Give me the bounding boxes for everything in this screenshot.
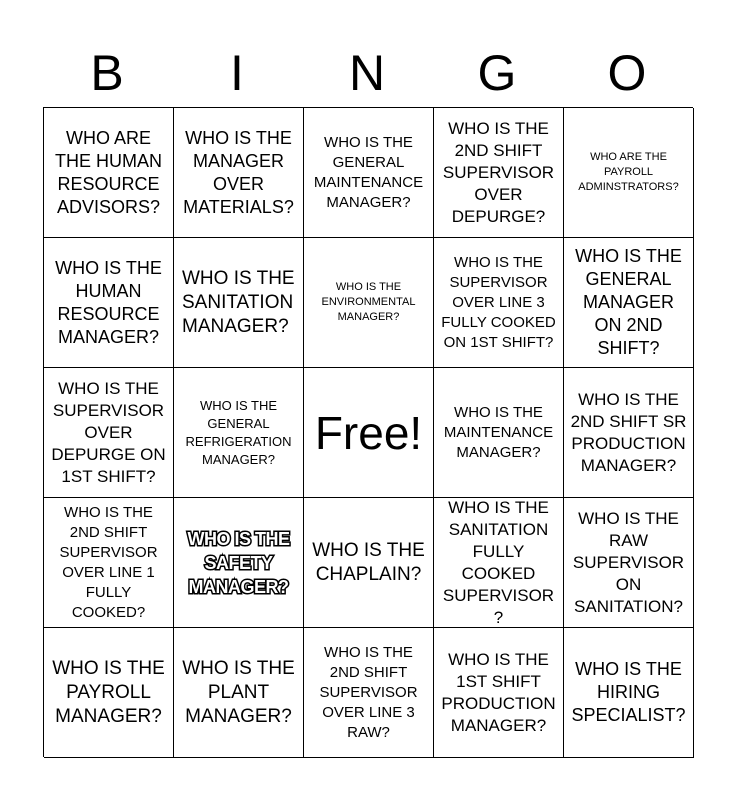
cell-text: WHO IS THE HIRING SPECIALIST? (571, 659, 686, 725)
bingo-cell[interactable] (174, 368, 304, 498)
bingo-cell[interactable] (434, 628, 564, 758)
bingo-cell[interactable] (44, 628, 174, 758)
bingo-cell[interactable] (174, 498, 304, 628)
cell-text: WHO ARE THE PAYROLL ADMINSTRATORS? (578, 151, 679, 193)
bingo-cell[interactable] (44, 238, 174, 368)
bingo-cell[interactable] (174, 628, 304, 758)
bingo-cell[interactable] (564, 108, 694, 238)
cell-text: WHO IS THE SANITATION FULLY COOKED SUPERVISOR? (442, 498, 555, 627)
cell-text: WHO IS THE 2ND SHIFT SUPERVISOR OVER LINE 1 FULLY COOKED? (59, 503, 158, 621)
bingo-cell[interactable] (304, 238, 434, 368)
cell-text: WHO IS THE SUPERVISOR OVER DEPURGE ON 1ST SHIFT? (51, 378, 166, 486)
bingo-cell[interactable] (174, 108, 304, 238)
cell-text: WHO IS THE MANAGER OVER MATERIALS? (183, 127, 294, 217)
cell-text: WHO IS THE 2ND SHIFT SUPERVISOR OVER DEPURGE? (442, 118, 555, 226)
bingo-cell[interactable] (564, 238, 694, 368)
bingo-grid (43, 107, 693, 757)
cell-text: WHO IS THE GENERAL MANAGER ON 2ND SHIFT? (575, 246, 682, 358)
cell-text: WHO IS THE 2ND SHIFT SUPERVISOR OVER LINE 3 RAW? (319, 643, 418, 741)
bingo-cell[interactable] (44, 498, 174, 628)
cell-text: WHO IS THE 2ND SHIFT SR PRODUCTION MANAGER? (570, 389, 687, 475)
cell-text: WHO IS THE PLANT MANAGER? (182, 657, 295, 727)
bingo-cell[interactable] (304, 108, 434, 238)
cell-text: WHO IS THE SANITATION MANAGER? (182, 267, 295, 337)
cell-text: WHO IS THE 1ST SHIFT PRODUCTION MANAGER? (441, 649, 556, 735)
bingo-cell[interactable] (304, 498, 434, 628)
bingo-cell[interactable] (564, 628, 694, 758)
header-letter-o: O (607, 45, 649, 101)
bingo-header (43, 40, 693, 106)
cell-text: WHO IS THE CHAPLAIN? (312, 539, 425, 585)
header-letter-g: G (477, 45, 519, 101)
bingo-cell[interactable] (304, 628, 434, 758)
cell-text: WHO IS THE GENERAL MAINTENANCE MANAGER? (313, 133, 424, 211)
cell-text: WHO IS THE GENERAL REFRIGERATION MANAGER? (185, 397, 292, 467)
bingo-cell[interactable] (564, 368, 694, 498)
bingo-cell[interactable] (434, 238, 564, 368)
bingo-cell[interactable] (564, 498, 694, 628)
cell-text: WHO IS THE ENVIRONMENTAL MANAGER? (321, 281, 416, 323)
header-letter-b: B (90, 45, 126, 101)
bingo-cell[interactable] (434, 108, 564, 238)
cell-text: WHO IS THE PAYROLL MANAGER? (52, 657, 165, 727)
cell-text: WHO IS THE RAW SUPERVISOR ON SANITATION? (572, 508, 685, 616)
header-letter-i: I (230, 45, 246, 101)
bingo-cell[interactable] (434, 498, 564, 628)
free-space[interactable] (304, 368, 434, 498)
bingo-cell[interactable] (174, 238, 304, 368)
cell-text: WHO IS THE MAINTENANCE MANAGER? (443, 403, 554, 461)
bingo-cell[interactable] (434, 368, 564, 498)
cell-text: WHO ARE THE HUMAN RESOURCE ADVISORS? (55, 127, 162, 217)
bingo-cell[interactable] (44, 108, 174, 238)
cell-text: WHO IS THE SUPERVISOR OVER LINE 3 FULLY COOKED ON 1ST SHIFT? (441, 253, 556, 351)
header-letter-n: N (348, 45, 388, 101)
bingo-cell[interactable] (44, 368, 174, 498)
free-space-label: Free! (314, 406, 423, 459)
cell-text: WHO IS THE HUMAN RESOURCE MANAGER? (55, 257, 162, 347)
cell-text: WHO IS THE SAFETY MANAGER? (187, 528, 290, 597)
